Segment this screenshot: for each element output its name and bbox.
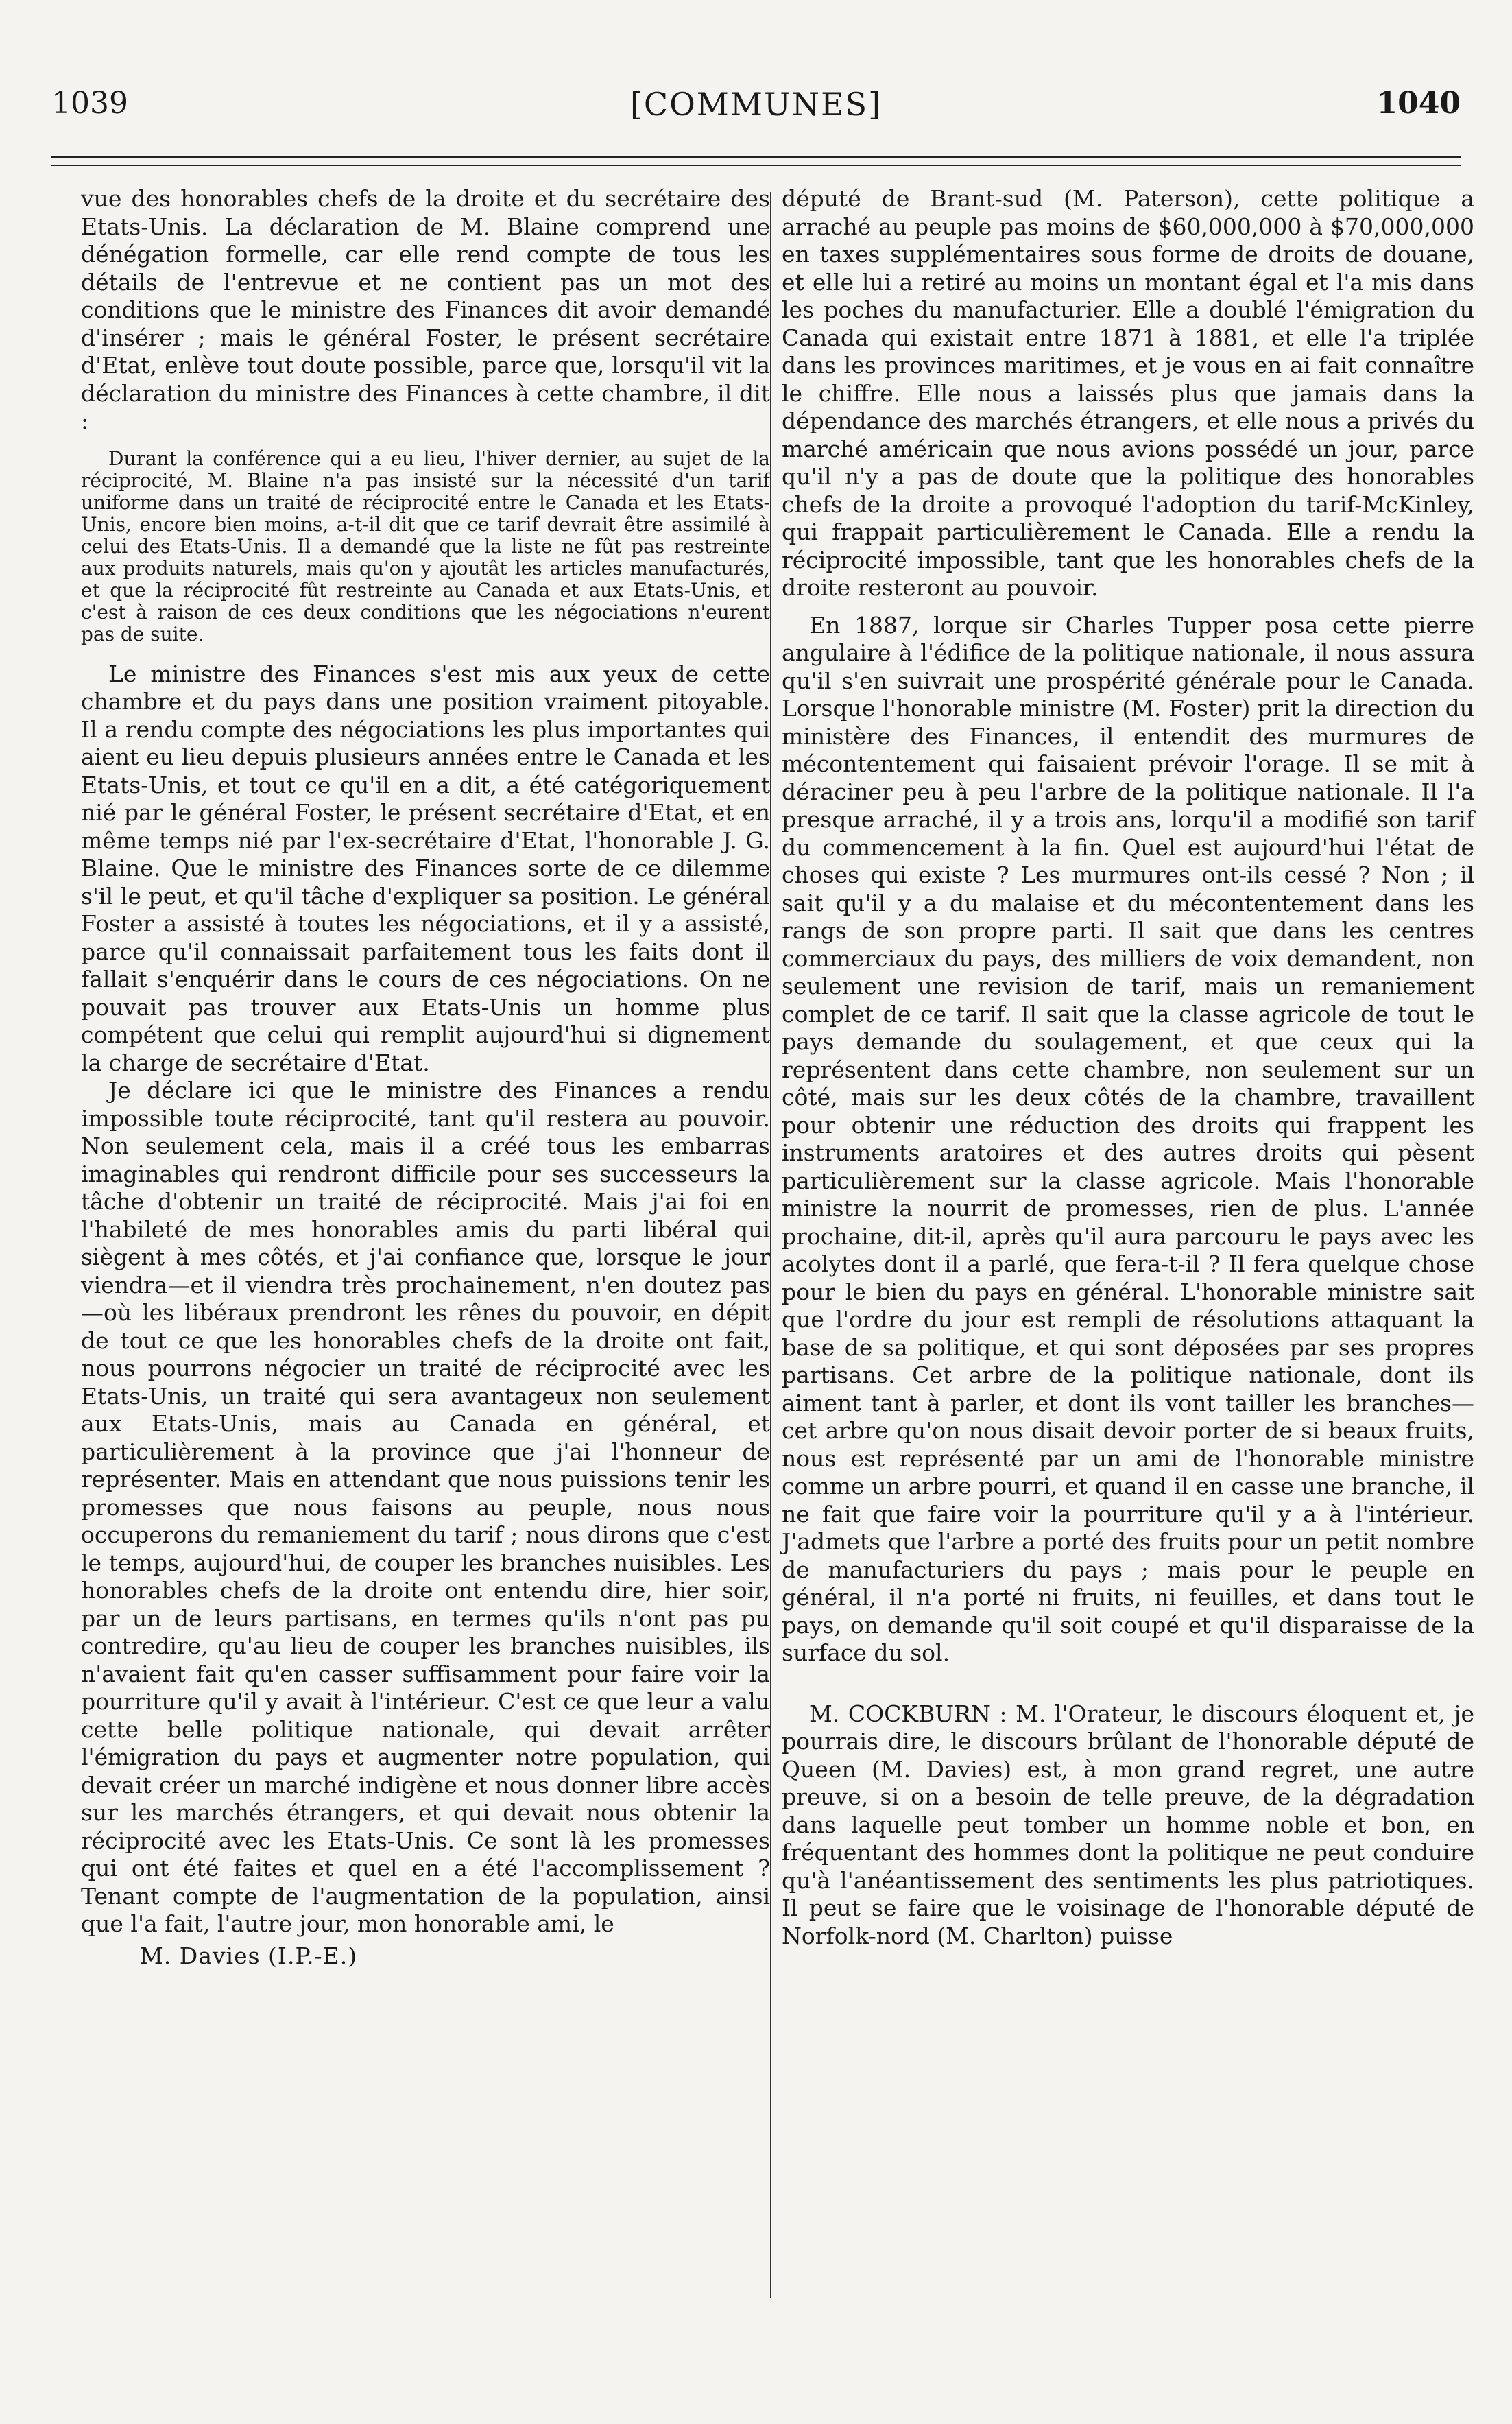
column-signature: M. Davies (I.P.-E.) (140, 1942, 358, 1969)
right-paragraph-2: En 1887, lorque sir Charles Tupper posa cette pierre angulaire à l'édifice de la politique nationale, il nous assura qu'il s'en suivrait une prospérité générale pour le Canada. Lorsque l'honorable ministre (M. Foster) prit la direction du ministère des Finances, il entendit des murmures de mécontentement qui faisaient prévoir l'orage. Il se mit à déraciner peu à peu l'arbre de la politique nationale. Il l'a presque arraché, il y a trois ans, lorqu'il a modifié son tarif du commencement à la fin. Quel est aujourd'hui l'état de choses qui existe ? Les murmures ont-ils cessé ? Non ; il sait qu'il y a du malaise et du mécontentement dans les rangs de son propre parti. Il sait que dans les centres commerciaux du pays, des milliers de voix demandent, non seulement une revision de tarif, mais un remaniement complet de ce tarif. Il sait que la classe agricole de tout le pays demande du soulagement, et que ceux qui la représentent dans cette chambre, non seulement sur un côté, mais sur les deux côtés de la chambre, travaillent pour obtenir une réduction des droits qui frappent les instruments aratoires et des autres droits qui pèsent particulièrement sur la classe agricole. Mais l'honorable ministre la nourrit de promesses, rien de plus. L'année prochaine, dit-il, après qu'il aura parcouru le pays avec les acolytes dont il a parlé, que fera-t-il ? Il fera quelque chose pour le bien du pays en général. L'honorable ministre sait que l'ordre du jour est rempli de résolutions attaquant la base de sa politique, et qui sont déposées par ses propres partisans. Cet arbre de la politique nationale, dont ils aiment tant à parler, et dont ils vont tailler les branches—cet arbre qu'on nous disait devoir porter de si beaux fruits, nous est représenté par un ami de l'honorable ministre comme un arbre pourri, et quand il en casse une branche, il ne fait que faire voir la pourriture qu'il y a à l'intérieur. J'admets que l'arbre a porté des fruits pour un petit nombre de manufacturiers du pays ; mais pour le peuple en général, il n'a porté ni fruits, ni feuilles, et dans tout le pays, on demande qu'il soit coupé et qu'il disparaisse de la surface du sol. (782, 611, 1474, 1666)
page-number-right: 1040 (1376, 86, 1461, 121)
running-head: [COMMUNES] (629, 86, 883, 123)
quoted-statement: Durant la conférence qui a eu lieu, l'hiver dernier, au sujet de la réciprocité, M. Blaine n'a pas insisté sur la nécessité d'un tarif uniforme dans un traité de réciprocité entre le Canada et les Etats-Unis, encore bien moins, a-t-il dit que ce tarif devrait être assimilé à celui des Etats-Unis. Il a demandé que la liste ne fût pas restreinte aux produits naturels, mais qu'on y ajoutât les articles manufacturés, et que la réciprocité fût restreinte au Canada et aux Etats-Unis, et c'est à raison de ces deux conditions que les négociations n'eurent pas de suite. (81, 447, 770, 645)
header-rule (51, 156, 1461, 158)
right-paragraph-1: député de Brant-sud (M. Paterson), cette politique a arraché au peuple pas moins de $60,000,000 à $70,000,000 en taxes supplémentaires sous forme de droits de douane, et elle lui a retiré au moins un montant égal et l'a mis dans les poches du manufacturier. Elle a doublé l'émigration du Canada qui existait entre 1871 à 1881, et elle l'a triplée dans les provinces maritimes, et je vous en ai fait connaître le chiffre. Elle nous a laissés plus que jamais dans la dépendance des marchés étrangers, et elle nous a privés du marché américain que nous avions possédé un jour, parce qu'il n'y a pas de doute que la politique des honorables chefs de la droite a provoqué l'adoption du tarif-McKinley, qui frappait particulièrement le Canada. Elle a rendu la réciprocité impossible, tant que les honorables chefs de la droite resteront au pouvoir. (782, 185, 1474, 601)
column-divider (770, 192, 771, 2298)
left-paragraph-1: vue des honorables chefs de la droite et du secrétaire des Etats-Unis. La déclaration de M. Blaine comprend une dénégation formelle, car elle rend compte de tous les détails de l'entrevue et ne contient pas un mot des conditions que le ministre des Finances dit avoir demandé d'insérer ; mais le général Foster, le présent secrétaire d'Etat, enlève tout doute possible, parce que, lorsqu'il vit la déclaration du ministre des Finances à cette chambre, il dit : (81, 185, 770, 434)
left-paragraph-2: Le ministre des Finances s'est mis aux yeux de cette chambre et du pays dans une position vraiment pitoyable. Il a rendu compte des négociations les plus importantes qui aient eu lieu depuis plusieurs années entre le Canada et les Etats-Unis, et tout ce qu'il en a dit, a été catégoriquement nié par le général Foster, le présent secrétaire d'Etat, et en même temps nié par l'ex-secrétaire d'Etat, l'honorable J. G. Blaine. Que le ministre des Finances sorte de ce dilemme s'il le peut, et qu'il tâche d'expliquer sa position. Le général Foster a assisté à toutes les négociations, et il y a assisté, parce qu'il connaissait parfaitement tous les faits dont il fallait s'enquérir dans le cours de ces négociations. On ne pouvait pas trouver aux Etats-Unis un homme plus compétent que celui qui remplit aujourd'hui si dignement la charge de secrétaire d'Etat. (81, 660, 770, 1076)
page-number-left: 1039 (51, 86, 128, 121)
left-paragraph-3: Je déclare ici que le ministre des Finances a rendu impossible toute réciprocité, tant qu'il restera au pouvoir. Non seulement cela, mais il a créé tous les embarras imaginables qui rendront difficile pour ses successeurs la tâche d'obtenir un traité de réciprocité. Mais j'ai foi en l'habileté de mes honorables amis du parti libéral qui siègent à mes côtés, et j'ai confiance que, lorsque le jour viendra—et il viendra très prochainement, n'en doutez pas—où les libéraux prendront les rênes du pouvoir, en dépit de tout ce que les honorables chefs de la droite ont fait, nous pourrons négocier un traité de réciprocité avec les Etats-Unis, un traité qui sera avantageux non seulement aux Etats-Unis, mais au Canada en général, et particulièrement à la province que j'ai l'honneur de représenter. Mais en attendant que nous puissions tenir les promesses que nous faisons au peuple, nous nous occuperons du remaniement du tarif ; nous dirons que c'est le temps, aujourd'hui, de couper les branches nuisibles. Les honorables chefs de la droite ont entendu dire, hier soir, par un de leurs partisans, en termes qu'ils n'ont pas pu contredire, qu'au lieu de couper les branches nuisibles, ils n'avaient fait qu'en casser suffisamment pour faire voir la pourriture qu'il y avait à l'intérieur. C'est ce que leur a valu cette belle politique nationale, qui devait arrêter l'émigration du pays et augmenter notre population, qui devait créer un marché indigène et nous donner libre accès sur les marchés étrangers, et qui devait nous obtenir la réciprocité avec les Etats-Unis. Ce sont là les promesses qui ont été faites et quel en a été l'accomplissement ? Tenant compte de l'augmentation de la population, ainsi que l'a fait, l'autre jour, mon honorable ami, le (81, 1077, 770, 1937)
header-rule-thin (51, 165, 1461, 166)
speaker-paragraph: M. COCKBURN : M. l'Orateur, le discours éloquent et, je pourrais dire, le discours brûlant de l'honorable député de Queen (M. Davies) est, à mon grand regret, une autre preuve, si on a besoin de telle preuve, de la dégradation dans laquelle peut tomber un homme noble et bon, en fréquentant des hommes dont la politique ne peut conduire qu'à l'anéantissement des sentiments les plus patriotiques. Il peut se faire que le voisinage de l'honorable député de Norfolk-nord (M. Charlton) puisse (782, 1700, 1474, 1949)
page-header (51, 86, 1461, 134)
right-column (782, 185, 1474, 1950)
left-column (81, 185, 770, 1970)
